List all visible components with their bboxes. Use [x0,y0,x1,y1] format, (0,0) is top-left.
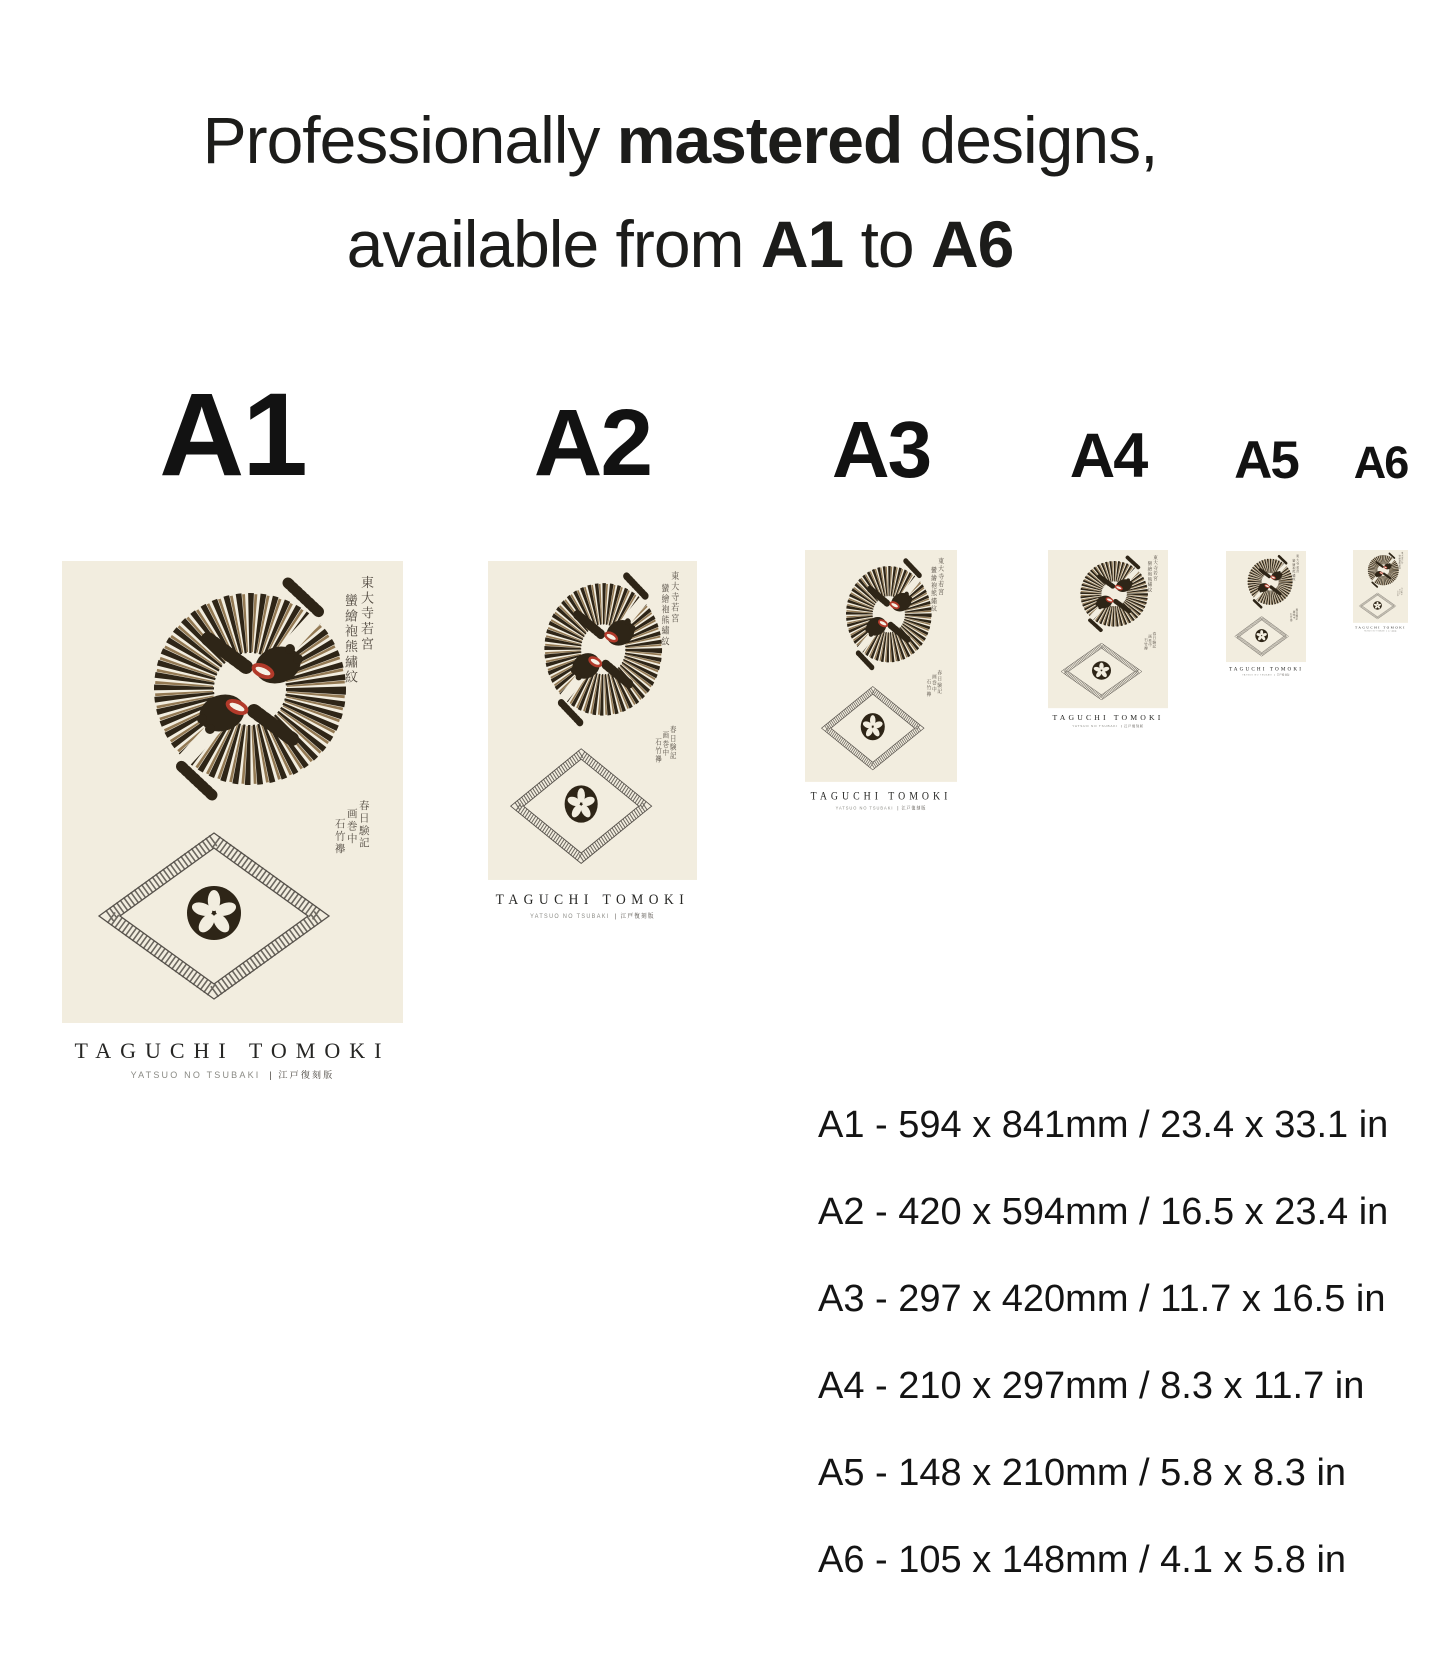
size-label-a1: A1 [159,369,306,501]
spec-line-a6: A6 - 105 x 148mm / 4.1 x 5.8 in [818,1539,1347,1581]
size-label-a6: A6 [1353,437,1408,488]
spec-line-a3: A3 - 297 x 420mm / 11.7 x 16.5 in [818,1278,1386,1320]
spec-line-a5: A5 - 148 x 210mm / 5.8 x 8.3 in [818,1452,1347,1494]
page-title-line2: available from A1 to A6 [346,207,1014,281]
size-label-a2: A2 [533,390,652,496]
dimension-list [818,1106,1388,1628]
size-label-a4: A4 [1069,421,1147,491]
poster-preview-a3 [805,550,957,811]
size-label-a3: A3 [831,405,931,494]
poster-preview-a5 [1226,551,1306,676]
page-title [0,88,1360,296]
poster-preview-a4 [1048,550,1168,728]
poster-preview-a2 [488,561,697,920]
size-label-a5: A5 [1234,431,1298,490]
spec-line-a1: A1 - 594 x 841mm / 23.4 x 33.1 in [818,1104,1389,1146]
spec-line-a2: A2 - 420 x 594mm / 16.5 x 23.4 in [818,1191,1389,1233]
spec-line-a4: A4 - 210 x 297mm / 8.3 x 11.7 in [818,1365,1365,1407]
page-title-line1: Professionally mastered designs, [202,103,1158,177]
poster-preview-a1 [62,561,403,1081]
poster-preview-a6 [1353,550,1408,632]
